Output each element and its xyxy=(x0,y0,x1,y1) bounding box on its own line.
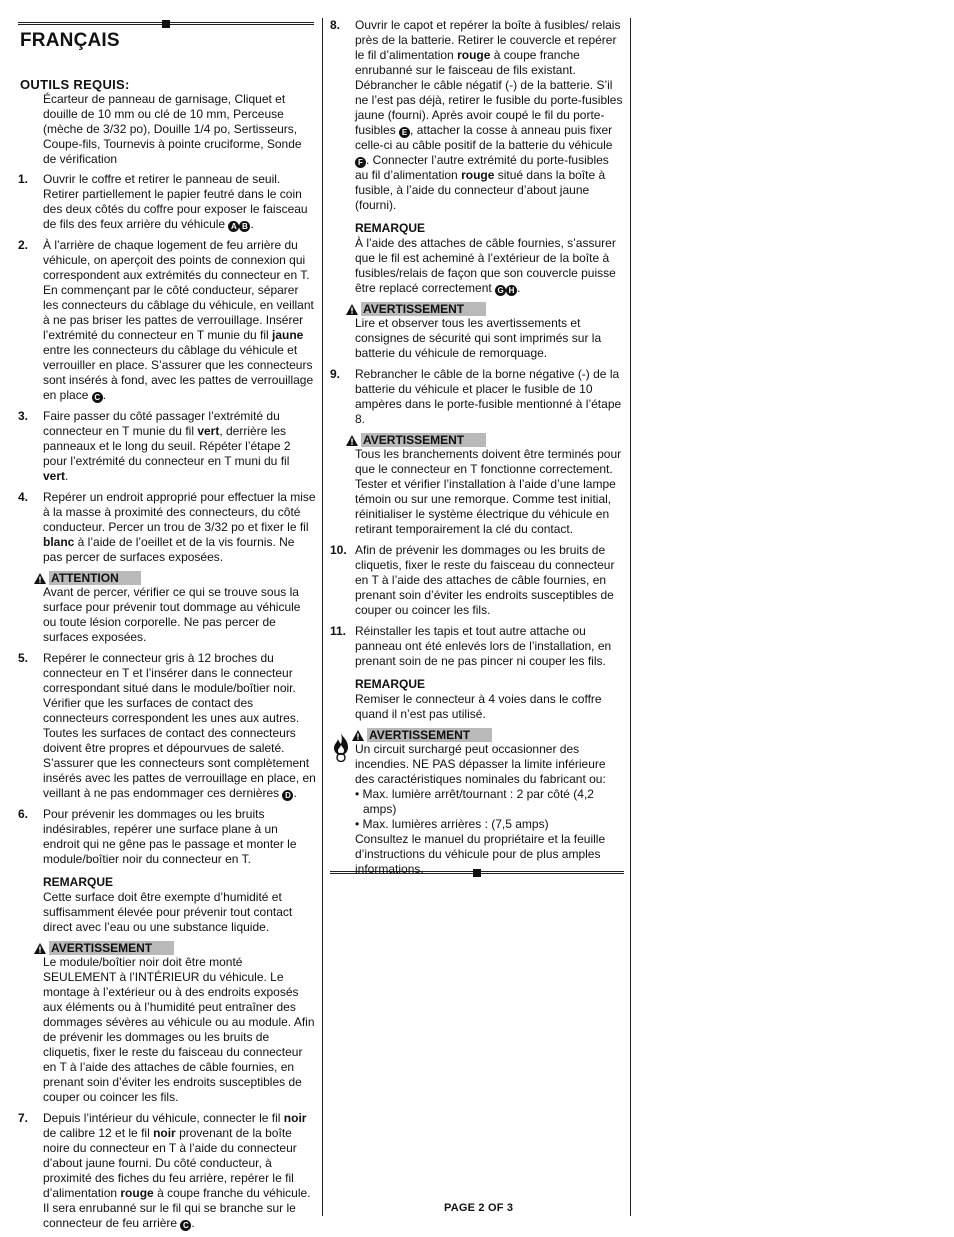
warning-triangle-icon xyxy=(352,730,364,741)
step-number: 4. xyxy=(18,490,29,504)
step-7: 7. Depuis l’intérieur du véhicule, connecter le fil noir de calibre 12 et le fil noir provenant de la boîte noire du connecteur en T à l’aide du connecteur d’about jaune fourni. Du côté conducteur, à proximité des fiches du feu arrière, repérer le fil d’alimentation rouge à coupe franche du véhicule. Il sera enrubanné sur le fil qui se branche sur le connecteur de feu arrière C . xyxy=(18,1111,311,1230)
fire-warning xyxy=(355,728,624,877)
step-number: 5. xyxy=(18,651,29,665)
step-number: 3. xyxy=(18,409,29,423)
step-11: 11. Réinstaller les tapis et tout autre attache ou panneau ont été enlevés lors de l’installation, en prenant soin de ne pas pincer ni couper les fils. REMARQUE Remiser le connecteur à 4 voies dans le coffre quand il n’est pas utilisé. AVERTISSEMENT Un circuit surchargé peut occasionner des incendies. NE PAS dépasser la limite inférieure des caractéristiques nominales du fabricant ou: • Max. lumière arrêt/tournant : 2 par côté (4,2 amps) • Max. lumières arrières : (7,5 amps) Consultez le manuel du propriétaire et la feuille d’instructions du véhicule pour de plus amples informations. xyxy=(330,624,624,877)
step-number: 9. xyxy=(330,367,341,381)
callout-c-icon: C xyxy=(92,392,103,403)
note-heading: REMARQUE xyxy=(43,875,114,889)
step-5: 5. Repérer le connecteur gris à 12 broches du connecteur en T et l’insérer dans le connecteur correspondant situé dans le module/boîtier noir. Vérifier que les surfaces de contact des connecteurs correspondent les unes aux autres. Toutes les surfaces de contact des connecteurs doivent être propres et dépourvues de saleté. S’assurer que les connecteurs sont complètement insérés avec les pattes de verrouillage en place, en veillant à ne pas endommager ces dernières D . xyxy=(18,651,316,800)
step-10: 10. Afin de prévenir les dommages ou les bruits de cliquetis, fixer le reste du faisceau du connecteur en T à l’aide des attaches de câble fournies, en prenant soin d’éviter les endroits susceptibles de couper ou coincer les fils. xyxy=(330,543,615,617)
step-9: 9. Rebrancher le câble de la borne négative (-) de la batterie du véhicule et placer le fusible de 10 ampères dans le porte-fusible mentionné à l’étape 8. AVERTISSEMENT Tous les branchements doivent être terminés pour que le connecteur en T fonctionne correctement. Tester et vérifier l’installation à l’aide d’une lampe témoin ou sur une remorque. Comme test initial, réinitialiser le système électrique du véhicule en retirant temporairement la clé du contact. xyxy=(330,367,624,537)
step-number: 6. xyxy=(18,807,29,821)
step-number: 7. xyxy=(18,1111,29,1125)
warning-label: AVERTISSEMENT xyxy=(352,728,624,742)
warning-text: Tous les branchements doivent être terminés pour que le connecteur en T fonctionne correctement. Tester et vérifier l’installation à l’aide d’une lampe témoin ou sur une remorque. Comme test initial, réinitialiser le système électrique du véhicule en retirant temporairement la clé du contact. xyxy=(355,447,622,536)
caution-text: Avant de percer, vérifier ce qui se trouve sous la surface pour prévenir tout dommage au véhicule ou toute lésion corporelle. Ne pas percer de surfaces exposées. xyxy=(43,585,301,644)
callout-b-icon: B xyxy=(239,221,250,232)
callout-e-icon: E xyxy=(399,127,410,138)
step-2: 2. À l’arrière de chaque logement de feu arrière du véhicule, on aperçoit des points de connexion qui correspondent aux extrémités du connecteur en T. En commençant par le côté conducteur, séparer les connecteurs du câblage du véhicule, en veillant à ne pas briser les pattes de verrouillage. Insérer l’extrémité du connecteur en T munie du fil jaune entre les connecteurs du câblage du véhicule et verrouiller en place. S’assurer que les connecteurs sont insérés à fond, avec les pattes de verrouillage en place C . xyxy=(18,238,314,402)
step-number: 8. xyxy=(330,18,341,32)
page-number: PAGE 2 OF 3 xyxy=(444,1202,514,1214)
right-border xyxy=(630,18,631,1216)
step-4: 4. Repérer un endroit approprié pour effectuer la mise à la masse à proximité des connecteurs, du côté conducteur. Percer un trou de 3/32 po et fixer le fil blanc à l’aide de l’oeillet et de la vis fournis. Ne pas percer de surfaces exposées. ATTENTION Avant de percer, vérifier ce qui se trouve sous la surface pour prévenir tout dommage au véhicule ou toute lésion corporelle. Ne pas percer de surfaces exposées. xyxy=(18,490,316,644)
callout-f-icon: F xyxy=(355,157,366,168)
warning-triangle-icon xyxy=(34,573,46,584)
rating-bullet: • Max. lumières arrières : (7,5 amps) xyxy=(355,817,549,831)
warning-triangle-icon xyxy=(346,435,358,446)
step-number: 1. xyxy=(18,172,29,186)
warning-triangle-icon xyxy=(346,304,358,315)
column-divider xyxy=(322,18,323,1216)
steps-right xyxy=(330,18,624,883)
warning-label: AVERTISSEMENT xyxy=(346,433,624,447)
caution-label: ATTENTION xyxy=(34,571,316,585)
step-1: 1. Ouvrir le coffre et retirer le panneau de seuil. Retirer partiellement le papier feutré dans le coin des deux côtés du coffre pour exposer le faisceau de fils des feux arrière du véhicule A B . xyxy=(18,172,308,231)
callout-c-icon: C xyxy=(180,1220,191,1231)
rule-marker xyxy=(162,20,170,28)
tools-heading: OUTILS REQUIS: xyxy=(20,77,130,92)
step-3: 3. Faire passer du côté passager l’extrémité du connecteur en T munie du fil vert, derrière les panneaux et le long du seuil. Répéter l’étape 2 pour l’extrémité du connecteur en T muni du fil vert. xyxy=(18,409,291,483)
note-heading: REMARQUE xyxy=(355,677,426,691)
rating-bullet: • Max. lumière arrêt/tournant : 2 par côté (4,2 amps) xyxy=(355,787,594,816)
step-6: 6. Pour prévenir les dommages ou les bruits indésirables, repérer une surface plane à un endroit qui ne gêne pas le passage et monter le module/boîtier noir du connecteur en T. REMARQUE Cette surface doit être exempte d’humidité et suffisamment élevée pour prévenir tout contact direct avec l’eau ou une substance liquide. AVERTISSEMENT Le module/boîtier noir doit être monté SEULEMENT à l’INTÉRIEUR du véhicule. Le montage à l’extérieur ou à des endroits exposés aux éléments ou à l’humidité peut entraîner des dommages sévères au véhicule ou au module. Afin de prévenir les dommages ou les bruits de cliquetis, fixer le reste du faisceau du connecteur en T à l’aide des attaches de câble fournies, en prenant soin d’éviter les endroits susceptibles de couper ou coincer les fils. xyxy=(18,807,315,1104)
note-text: Remiser le connecteur à 4 voies dans le coffre quand il n’est pas utilisé. xyxy=(355,692,602,721)
steps-left xyxy=(18,172,316,1237)
step-number: 11. xyxy=(330,624,347,638)
note-text: Cette surface doit être exempte d’humidité et suffisamment élevée pour prévenir tout contact direct avec l’eau ou une substance liquide. xyxy=(43,890,293,934)
warning-label: AVERTISSEMENT xyxy=(34,941,316,955)
closing-text: Consultez le manuel du propriétaire et la feuille d’instructions du véhicule pour de plus amples informations. xyxy=(355,832,606,876)
tools-list: Écarteur de panneau de garnisage, Cliquet et douille de 10 mm ou clé de 10 mm, Perceuse (mèche de 3/32 po), Douille 1/4 po, Sertisseurs, Coupe-fils, Tournevis à pointe cruciforme, Sonde de vérification xyxy=(43,92,302,166)
callout-g-icon: G xyxy=(495,285,506,296)
callout-a-icon: A xyxy=(228,221,239,232)
step-8: 8. Ouvrir le capot et repérer la boîte à fusibles/ relais près de la batterie. Retirer le couvercle et repérer le fil d’alimentation rouge à coupe franche enrubanné sur le faisceau de fils existant. Débrancher le câble négatif (-) de la batterie. S’il ne l’est pas déjà, retirer le fusible du porte-fusibles jaune (fourni). Après avoir coupé le fil du porte-fusibles E , attacher la cosse à anneau puis fixer celle-ci au câble positif de la batterie du véhicule F . Connecter l’autre extrémité du porte-fusibles au fil d’alimentation rouge situé dans la boîte à fusible, à l’aide du connecteur d’about jaune (fourni). REMARQUE À l’aide des attaches de câble fournies, s’assurer que le fil est acheminé à l’extérieur de la boîte à fusibles/relais de façon que son couvercle puisse être replacé correctement G H . AVERTISSEMENT Lire et observer tous les avertissements et consignes de sécurité qui sont imprimés sur la batterie du véhicule de remorquage. xyxy=(330,18,623,360)
step-number: 2. xyxy=(18,238,29,252)
fire-hazard-icon xyxy=(330,732,352,762)
warning-text: Lire et observer tous les avertissements et consignes de sécurité qui sont imprimés sur la batterie du véhicule de remorquage. xyxy=(355,316,602,360)
callout-h-icon: H xyxy=(506,285,517,296)
warning-triangle-icon xyxy=(34,943,46,954)
warning-label: AVERTISSEMENT xyxy=(346,302,624,316)
warning-text: Un circuit surchargé peut occasionner des incendies. NE PAS dépasser la limite inférieure des caractéristiques nominales du fabricant ou: xyxy=(355,742,606,786)
note-heading: REMARQUE xyxy=(355,221,426,235)
callout-d-icon: D xyxy=(282,790,293,801)
page-title: FRANÇAIS xyxy=(20,30,120,51)
note-text: À l’aide des attaches de câble fournies, s’assurer que le fil est acheminé à l’extérieur de la boîte à fusibles/relais de façon que son couvercle puisse être replacé correctement G H . xyxy=(355,236,616,295)
warning-text: Le module/boîtier noir doit être monté SEULEMENT à l’INTÉRIEUR du véhicule. Le montage à l’extérieur ou à des endroits exposés aux éléments ou à l’humidité peut entraîner des dommages sévères au véhicule ou au module. Afin de prévenir les dommages ou les bruits de cliquetis, fixer le reste du faisceau du connecteur en T à l’aide des attaches de câble fournies, en prenant soin d’éviter les endroits susceptibles de couper ou coincer les fils. xyxy=(43,955,315,1104)
step-number: 10. xyxy=(330,543,347,557)
